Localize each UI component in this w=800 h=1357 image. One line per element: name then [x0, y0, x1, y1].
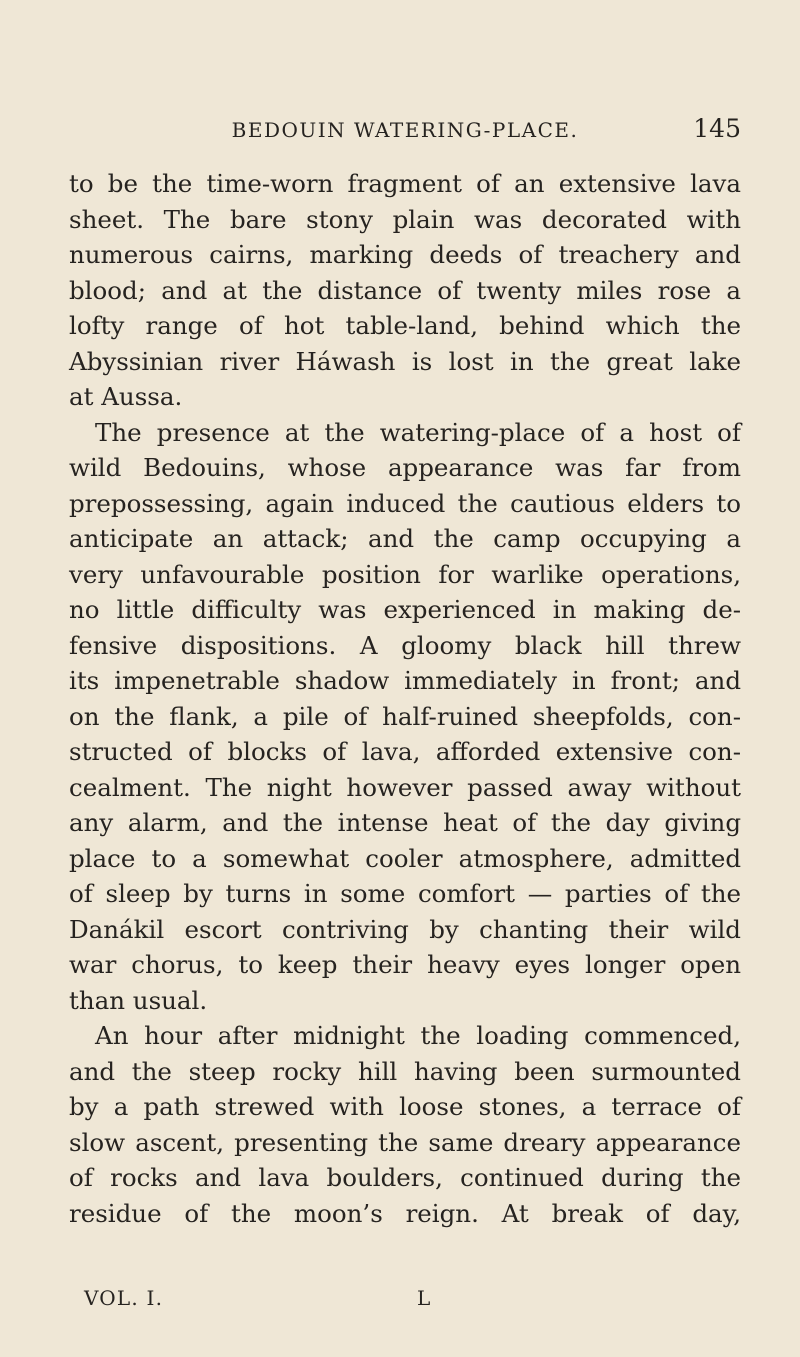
- text-line: The presence at the watering-place of a host of: [95, 417, 741, 447]
- text-line: very unfavourable position for warlike operations,: [69, 559, 741, 589]
- footer: [69, 1286, 741, 1316]
- text-line: place to a somewhat cooler atmosphere, admitted: [69, 843, 741, 873]
- text-line: residue of the moon’s reign. At break of day,: [69, 1198, 741, 1228]
- running-head: [69, 114, 741, 144]
- text-line: structed of blocks of lava, afforded extensive con-: [69, 737, 741, 766]
- text-line: fensive dispositions. A gloomy black hill threw: [69, 630, 741, 660]
- text-line: numerous cairns, marking deeds of treachery and: [69, 240, 741, 269]
- text-line: Danákil escort contriving by chanting their wild: [69, 914, 741, 944]
- text-line: on the flank, a pile of half-ruined sheepfolds, con-: [69, 701, 741, 731]
- text-line: sheet. The bare stony plain was decorated with: [69, 204, 741, 234]
- paragraph: [69, 1018, 741, 1231]
- text-line: than usual.: [69, 985, 208, 1015]
- text-line: blood; and at the distance of twenty miles rose a: [69, 275, 741, 305]
- running-title: BEDOUIN WATERING-PLACE.: [231, 118, 579, 142]
- text-line: slow ascent, presenting the same dreary appearance: [69, 1127, 741, 1157]
- text-line: An hour after midnight the loading commenced,: [95, 1021, 741, 1050]
- text-line: of sleep by turns in some comfort — parties of the: [69, 879, 741, 908]
- text-line: lofty range of hot table-land, behind which the: [69, 311, 741, 340]
- text-line: any alarm, and the intense heat of the day giving: [69, 808, 741, 837]
- text-line: cealment. The night however passed away without: [69, 772, 741, 802]
- text-line: war chorus, to keep their heavy eyes longer open: [69, 950, 741, 979]
- text-line: Abyssinian river Háwash is lost in the great lake: [69, 346, 741, 376]
- text-line: prepossessing, again induced the cautious elders to: [69, 488, 741, 518]
- volume-label: VOL. I.: [84, 1286, 164, 1310]
- text-line: and the steep rocky hill having been surmounted: [69, 1056, 741, 1086]
- text-line: its impenetrable shadow immediately in front; and: [69, 666, 741, 695]
- text-line: of rocks and lava boulders, continued during the: [69, 1163, 741, 1192]
- text-line: no little difficulty was experienced in making de-: [69, 595, 741, 624]
- page-number: 145: [693, 114, 741, 143]
- signature-mark: L: [417, 1286, 432, 1310]
- text-line: wild Bedouins, whose appearance was far from: [69, 453, 741, 482]
- paragraph: [69, 415, 741, 1019]
- text-line: to be the time-worn fragment of an extensive lava: [69, 169, 741, 198]
- text-line: by a path strewed with loose stones, a terrace of: [69, 1092, 741, 1121]
- text-line: anticipate an attack; and the camp occupying a: [69, 524, 741, 553]
- paragraph: [69, 166, 741, 415]
- body-text: [69, 166, 741, 1231]
- text-line: at Aussa.: [69, 382, 183, 411]
